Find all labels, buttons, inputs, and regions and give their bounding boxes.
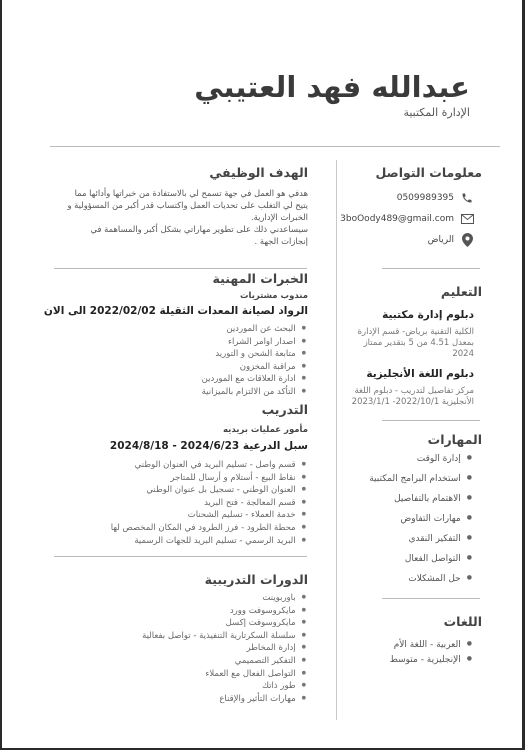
- languages-title: اللغات: [443, 614, 482, 629]
- education-details-1: الكلية التقنية برياض- قسم الإدارة بمعدل 4.51 من 5 بتقدير ممتاز 2024: [357, 327, 474, 359]
- email-address: 3boOody489@gmail.com: [340, 214, 454, 224]
- objective-line: سيساعدني ذلك على تطوير مهاراتي بشكل أكبر والمساهمة في: [90, 224, 308, 234]
- training-role: مأمور عمليات بريديه: [223, 425, 308, 435]
- duty-item: ● قسم المعالجة - فتح البريد: [111, 497, 306, 510]
- envelope-icon: [460, 214, 474, 224]
- training-title: التدريب: [261, 402, 308, 417]
- resume-header: [194, 70, 470, 119]
- education-title: التعليم: [440, 284, 482, 299]
- language-item: ● العربية - اللغة الأم: [390, 637, 472, 652]
- skills-title: المهارات: [427, 432, 482, 447]
- duty-item: ● نقاط البيع - أستلام و أرسال للمتاجر: [111, 472, 306, 485]
- course-item: ● التواصل الفعال مع العملاء: [142, 668, 306, 681]
- experience-duties: [202, 323, 306, 399]
- skill-item: ● التفكير النقدي: [369, 532, 472, 552]
- education-details-2: مركز تفاصيل لتدريب - دبلوم اللغة الأنجليزية 2022/10/1- 2023/1/1: [351, 386, 474, 407]
- skill-item: ● مهارات التفاوض: [369, 512, 472, 532]
- skill-item: ● إدارة الوقت: [369, 452, 472, 472]
- duty-item: ● العنوان الوطني - تسجيل بل عنوان الوطني: [111, 484, 306, 497]
- objective-line: الخبرات الإدارية.: [251, 212, 308, 222]
- resume-page: [2, 0, 522, 748]
- objective-divider: [54, 268, 307, 269]
- course-item: ● طور ذاتك: [142, 680, 306, 693]
- duty-item: ● متابعة الشحن و التوريد: [202, 348, 306, 361]
- objective-title: الهدف الوظيفي: [209, 165, 308, 180]
- course-item: ● سلسلة السكرتارية التنفيذية - تواصل بفعالية: [142, 630, 306, 643]
- contact-location: [428, 233, 474, 247]
- education-degree-2: دبلوم اللغة الأنجليزية: [366, 368, 474, 380]
- course-item: ● باوربوينت: [142, 592, 306, 605]
- objective-line: يتيح لي التغلب على تحديات العمل واكتساب قدر أكبر من المسؤولية و: [67, 200, 308, 210]
- language-item: ● الإنجليزية - متوسط: [390, 652, 472, 667]
- course-item: ● مايكروسوفت وورد: [142, 605, 306, 618]
- contact-title: معلومات التواصل: [375, 165, 482, 180]
- skill-item: ● الاهتمام بالتفاصيل: [369, 492, 472, 512]
- experience-title: الخبرات المهنية: [212, 271, 308, 286]
- training-duties: [111, 459, 306, 547]
- header-divider: [50, 146, 500, 147]
- duty-item: ● ادارة العلاقات مع الموردين: [202, 373, 306, 386]
- course-item: ● التفكير التصميمي: [142, 655, 306, 668]
- skill-item: ● التواصل الفعال: [369, 552, 472, 572]
- phone-icon: [460, 192, 474, 204]
- education-degree-1: دبلوم إدارة مكتبية: [382, 309, 474, 321]
- course-item: ● مايكروسوفت إكسل: [142, 617, 306, 630]
- skill-item: ● استخدام البرامج المكتبية: [369, 472, 472, 492]
- skill-item: ● حل المشكلات: [369, 572, 472, 592]
- experience-role: مندوب مشتريات: [239, 291, 308, 301]
- phone-number: 0509989395: [396, 193, 454, 203]
- training-divider: [54, 556, 307, 557]
- course-item: ● إدارة المخاطر: [142, 642, 306, 655]
- location-text: الرياض: [427, 235, 454, 245]
- duty-item: ● خدمة العملاء - تسليم الشحنات: [111, 509, 306, 522]
- contact-email: [340, 214, 474, 224]
- course-item: ● مهارات التأثير والإقناع: [142, 693, 306, 706]
- contact-divider: [382, 268, 480, 269]
- courses-list: [142, 592, 306, 705]
- courses-title: الدورات التدريبية: [204, 572, 308, 587]
- objective-line: إنجازات الجهة .: [254, 236, 308, 246]
- candidate-role: الإدارة المكتبية: [403, 106, 470, 119]
- skills-list: [369, 452, 472, 592]
- languages-list: [390, 637, 472, 667]
- duty-item: ● قسم واصل - تسليم البريد في العنوان الوطني: [111, 459, 306, 472]
- objective-text: [60, 187, 308, 247]
- map-pin-icon: [460, 233, 474, 247]
- training-company: سبل الدرعية 2024/6/23 - 2024/8/18: [109, 440, 308, 452]
- education-divider: [382, 420, 480, 421]
- duty-item: ● محطة الطرود - فرز الطرود في المكان المخصص لها: [111, 522, 306, 535]
- column-divider: [336, 160, 337, 720]
- duty-item: ● اصدار اوامر الشراء: [202, 336, 306, 349]
- duty-item: ● البحث عن الموردين: [202, 323, 306, 336]
- candidate-name: عبدالله فهد العتيبي: [194, 70, 470, 104]
- duty-item: ● البريد الرسمي - تسليم البريد للجهات الرسمية: [111, 535, 306, 548]
- duty-item: ● التأكد من الالتزام بالميزانية: [202, 386, 306, 399]
- objective-line: هدفي هو العمل في جهة تسمح لي بالاستفادة من خبراتها وأدائها مما: [74, 188, 308, 198]
- experience-company: الرواد لصيانة المعدات الثقيلة 2022/02/02 الى الان: [43, 305, 308, 317]
- contact-phone: [397, 192, 474, 204]
- skills-divider: [382, 598, 480, 599]
- duty-item: ● مراقبة المخزون: [202, 361, 306, 374]
